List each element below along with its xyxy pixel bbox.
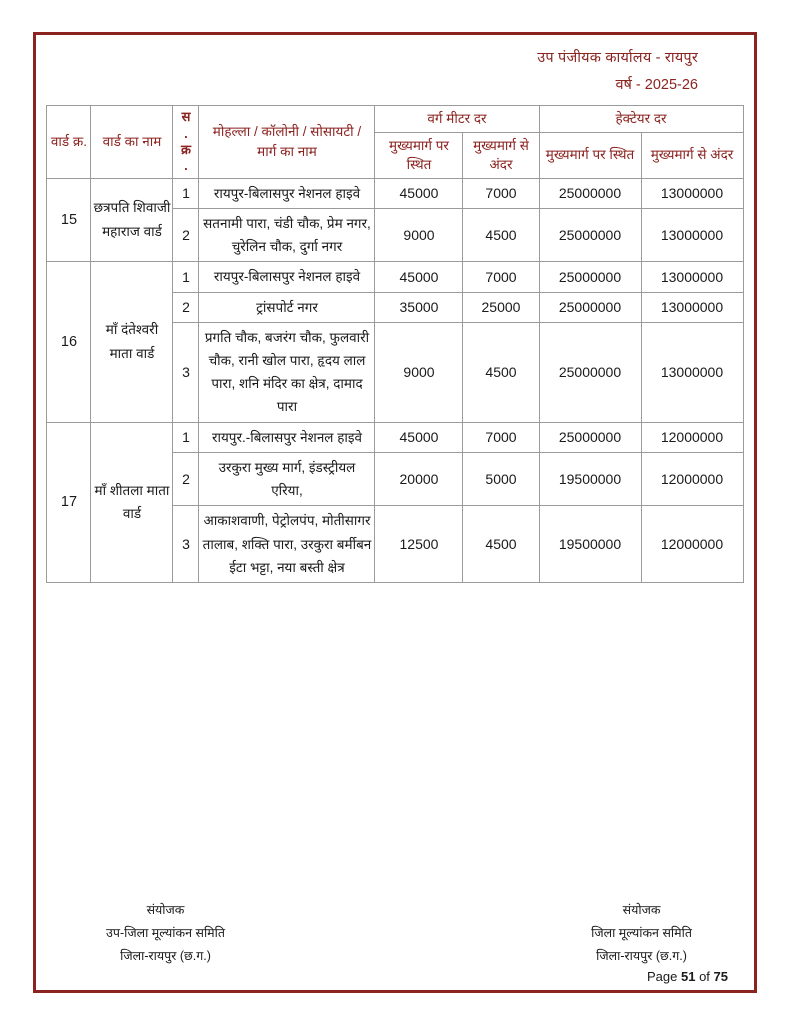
cell-locality: प्रगति चौक, बजरंग चौक, फुलवारी चौक, रानी खोल पारा, हृदय लाल पारा, शनि मंदिर का क्षेत्र, दामाद पारा xyxy=(199,322,375,422)
serial-char-2: क्र xyxy=(180,141,191,157)
cell-sqm-inside: 4500 xyxy=(463,208,539,261)
cell-hectare-inside: 13000000 xyxy=(641,208,743,261)
right-signature-district: जिला-रायपुर (छ.ग.) xyxy=(596,948,687,963)
col-header-ward-no: वार्ड क्र. xyxy=(47,106,91,179)
cell-sqm-main-road: 20000 xyxy=(375,452,463,505)
col-header-locality: मोहल्ला / कॉलोनी / सोसायटी / मार्ग का नाम xyxy=(199,106,375,179)
table-row xyxy=(47,262,743,292)
page-total: 75 xyxy=(713,969,728,984)
cell-sqm-main-road: 9000 xyxy=(375,322,463,422)
page-number xyxy=(50,969,740,984)
cell-sqm-inside: 7000 xyxy=(463,262,539,292)
document-footer xyxy=(36,899,754,984)
cell-hectare-main-road: 25000000 xyxy=(539,422,641,452)
cell-serial-no: 2 xyxy=(173,292,199,322)
cell-serial-no: 3 xyxy=(173,322,199,422)
document-page xyxy=(33,32,757,993)
col-header-group-sqm: वर्ग मीटर दर xyxy=(375,106,539,133)
cell-hectare-inside: 13000000 xyxy=(641,322,743,422)
cell-sqm-inside: 7000 xyxy=(463,178,539,208)
signature-block-sub-district xyxy=(106,899,225,968)
cell-sqm-main-road: 35000 xyxy=(375,292,463,322)
cell-ward-no: 15 xyxy=(47,178,91,262)
serial-char-0: स xyxy=(181,109,191,125)
cell-locality: आकाशवाणी, पेट्रोलपंप, मोतीसागर तालाब, शक्ति पारा, उरकुरा बर्मीबन ईटा भट्टा, नया बस्ती क्षेत्र xyxy=(199,506,375,583)
cell-locality: रायपुर.-बिलासपुर नेशनल हाइवे xyxy=(199,422,375,452)
cell-hectare-inside: 13000000 xyxy=(641,178,743,208)
col-header-sqm-main-road: मुख्यमार्ग पर स्थित xyxy=(375,132,463,178)
cell-ward-name: माँ दंतेश्वरी माता वार्ड xyxy=(91,262,173,422)
cell-hectare-main-road: 25000000 xyxy=(539,322,641,422)
page-prefix: Page xyxy=(646,969,678,984)
left-signature-district: जिला-रायपुर (छ.ग.) xyxy=(120,948,211,963)
cell-sqm-inside: 5000 xyxy=(463,452,539,505)
cell-ward-no: 16 xyxy=(47,262,91,422)
cell-locality: रायपुर-बिलासपुर नेशनल हाइवे xyxy=(199,178,375,208)
year-label: वर्ष - 2025-26 xyxy=(615,77,698,93)
cell-locality: रायपुर-बिलासपुर नेशनल हाइवे xyxy=(199,262,375,292)
col-header-hectare-main-road: मुख्यमार्ग पर स्थित xyxy=(539,132,641,178)
cell-serial-no: 3 xyxy=(173,506,199,583)
col-header-ward-name: वार्ड का नाम xyxy=(91,106,173,179)
cell-locality: सतनामी पारा, चंडी चौक, प्रेम नगर, चुरेलिन चौक, दुर्गा नगर xyxy=(199,208,375,261)
cell-ward-no: 17 xyxy=(47,422,91,582)
cell-serial-no: 2 xyxy=(173,452,199,505)
signature-row xyxy=(50,899,740,968)
right-signature-role: संयोजक xyxy=(622,902,661,917)
cell-hectare-main-road: 19500000 xyxy=(539,452,641,505)
col-header-hectare-inside: मुख्यमार्ग से अंदर xyxy=(641,132,743,178)
cell-serial-no: 1 xyxy=(173,422,199,452)
cell-locality: ट्रांसपोर्ट नगर xyxy=(199,292,375,322)
table-header xyxy=(47,106,743,179)
cell-hectare-main-road: 25000000 xyxy=(539,208,641,261)
cell-sqm-inside: 7000 xyxy=(463,422,539,452)
document-header xyxy=(36,35,754,96)
table-row xyxy=(47,178,743,208)
table-row xyxy=(47,422,743,452)
cell-sqm-main-road: 45000 xyxy=(375,262,463,292)
cell-hectare-main-road: 25000000 xyxy=(539,178,641,208)
cell-sqm-inside: 25000 xyxy=(463,292,539,322)
cell-hectare-inside: 12000000 xyxy=(641,506,743,583)
serial-char-3: . xyxy=(184,158,188,174)
signature-block-district xyxy=(591,899,692,968)
serial-char-1: . xyxy=(184,125,188,141)
cell-hectare-main-road: 19500000 xyxy=(539,506,641,583)
col-header-sqm-inside: मुख्यमार्ग से अंदर xyxy=(463,132,539,178)
col-header-serial-no xyxy=(173,106,199,179)
cell-sqm-main-road: 45000 xyxy=(375,422,463,452)
table-body xyxy=(47,178,743,582)
cell-sqm-inside: 4500 xyxy=(463,322,539,422)
cell-sqm-main-road: 45000 xyxy=(375,178,463,208)
page-of: of xyxy=(699,969,710,984)
valuation-rate-table xyxy=(46,105,743,583)
cell-ward-name: छत्रपति शिवाजी महाराज वार्ड xyxy=(91,178,173,262)
cell-hectare-main-road: 25000000 xyxy=(539,292,641,322)
table-header-row-1 xyxy=(47,106,743,133)
cell-serial-no: 2 xyxy=(173,208,199,261)
cell-serial-no: 1 xyxy=(173,178,199,208)
cell-hectare-inside: 13000000 xyxy=(641,262,743,292)
office-title: उप पंजीयक कार्यालय - रायपुर xyxy=(537,50,698,66)
left-signature-role: संयोजक xyxy=(146,902,185,917)
cell-hectare-inside: 12000000 xyxy=(641,452,743,505)
cell-sqm-inside: 4500 xyxy=(463,506,539,583)
cell-serial-no: 1 xyxy=(173,262,199,292)
col-header-group-hectare: हेक्टेयर दर xyxy=(539,106,743,133)
left-signature-committee: उप-जिला मूल्यांकन समिति xyxy=(106,925,226,940)
right-signature-committee: जिला मूल्यांकन समिति xyxy=(591,925,692,940)
cell-hectare-inside: 12000000 xyxy=(641,422,743,452)
cell-ward-name: माँ शीतला माता वार्ड xyxy=(91,422,173,582)
cell-sqm-main-road: 9000 xyxy=(375,208,463,261)
cell-hectare-main-road: 25000000 xyxy=(539,262,641,292)
page-current: 51 xyxy=(680,969,696,984)
cell-locality: उरकुरा मुख्य मार्ग, इंडस्ट्रीयल एरिया, xyxy=(199,452,375,505)
cell-sqm-main-road: 12500 xyxy=(375,506,463,583)
cell-hectare-inside: 13000000 xyxy=(641,292,743,322)
